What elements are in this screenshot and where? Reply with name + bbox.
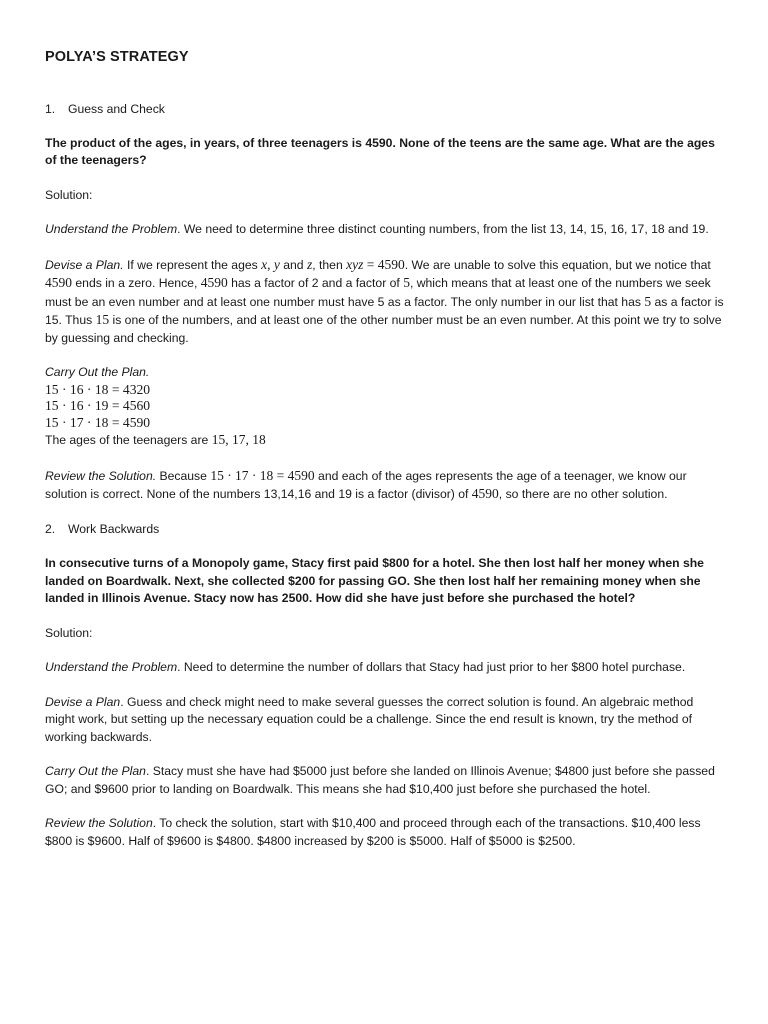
section-2-review bbox=[45, 815, 725, 850]
devise-text-4: . We are unable to solve this equation, but we notice that bbox=[404, 257, 711, 272]
review-text: . To check the solution, start with $10,400 and proceed through each of the transactions. $10,400 less $800 is $9600. Half of $9600 is $4800. $4800 increased by $200 is $5000. Half of $5000 is $2500. bbox=[45, 816, 701, 848]
understand-label: Understand the Problem bbox=[45, 660, 178, 674]
section-2-devise bbox=[45, 694, 725, 747]
section-2-heading bbox=[45, 521, 725, 539]
carry-label: Carry Out the Plan. bbox=[45, 365, 150, 379]
devise-label: Devise a Plan bbox=[45, 694, 121, 709]
understand-text: . We need to determine three distinct counting numbers, from the list 13, 14, 15, 16, 17, 18 and 19. bbox=[177, 222, 709, 236]
document-content bbox=[45, 47, 725, 850]
section-2-understand bbox=[45, 659, 725, 677]
devise-text-5: ends in a zero. Hence, bbox=[72, 276, 201, 290]
section-2-title: Work Backwards bbox=[68, 521, 160, 536]
carry-result-math: 15, 17, 18 bbox=[211, 432, 266, 447]
devise-text-2: and bbox=[279, 257, 307, 272]
devise-label: Devise a Plan. bbox=[45, 257, 124, 272]
section-1-heading bbox=[45, 101, 725, 119]
section-1-number: 1. bbox=[45, 102, 56, 116]
math-15: 15 bbox=[95, 312, 110, 327]
math-4590-b: 4590 bbox=[200, 275, 228, 290]
math-vars-xy: x, y bbox=[261, 256, 280, 272]
section-1-carry bbox=[45, 364, 725, 450]
carry-text: . Stacy must she have had $5000 just before she landed on Illinois Avenue; $4800 just before she passed GO; and $9600 prior to landing on Boardwalk. This means she had $10,400 just before she purchased the hotel. bbox=[45, 764, 715, 796]
equation-line: 15 · 16 · 18 = 4320 bbox=[45, 381, 151, 397]
review-label: Review the Solution. bbox=[45, 468, 157, 483]
devise-text-9: is one of the numbers, and at least one of the other number must be an even number. At this point we try to solve by guessing and checking. bbox=[45, 313, 722, 345]
devise-text-1: If we represent the ages bbox=[123, 257, 262, 272]
section-1-review bbox=[45, 467, 725, 504]
devise-text-8: as a factor is 15. Thus bbox=[45, 294, 724, 327]
review-text-1: Because bbox=[156, 468, 211, 483]
document-title: POLYA’S STRATEGY bbox=[45, 49, 189, 65]
carry-result bbox=[45, 431, 725, 450]
review-text-2: and each of the ages represents the age of a teenager, we know our solution is correct. None of the numbers 13,14,16 and 19 is a factor (divisor) of bbox=[45, 468, 687, 501]
devise-text-7: , which means that at least one of the numbers we seek must be an even number and at least one number must have 5 as a factor. The only number in our list that has bbox=[45, 276, 711, 309]
section-1-solution-label: Solution: bbox=[45, 187, 93, 202]
math-4590-a: 4590 bbox=[45, 275, 72, 290]
understand-text: . Need to determine the number of dollars that Stacy had just prior to her $800 hotel purchase. bbox=[177, 660, 686, 674]
section-2-carry bbox=[45, 763, 725, 798]
section-1-understand bbox=[45, 221, 725, 239]
section-1-title: Guess and Check bbox=[68, 102, 165, 116]
math-5-b: 5 bbox=[644, 293, 652, 309]
review-math-4590: 4590 bbox=[471, 486, 499, 501]
math-5-a: 5 bbox=[403, 275, 410, 290]
carry-label: Carry Out the Plan bbox=[45, 764, 146, 778]
section-2-number: 2. bbox=[45, 521, 56, 536]
understand-label: Understand the Problem bbox=[45, 222, 178, 236]
carry-result-text: The ages of the teenagers are bbox=[45, 433, 212, 447]
math-var-z: z bbox=[306, 256, 313, 272]
devise-text-3: , then bbox=[312, 257, 347, 272]
devise-text-6: has a factor of 2 and a factor of bbox=[227, 276, 404, 290]
equation-line: 15 · 17 · 18 = 4590 bbox=[45, 414, 151, 430]
section-1-devise bbox=[45, 256, 725, 348]
math-xyz: xyz bbox=[346, 256, 364, 272]
review-text-3: , so there are no other solution. bbox=[498, 487, 668, 501]
equation-line: 15 · 16 · 19 = 4560 bbox=[45, 398, 151, 413]
review-math-eq: 15 · 17 · 18 = 4590 bbox=[210, 467, 315, 483]
section-2-solution-label: Solution: bbox=[45, 625, 93, 640]
devise-text: . Guess and check might need to make several guesses the correct solution is found. An algebraic method might work, but setting up the necessary equation could be a challenge. Since the end result is known, try the method of working backwards. bbox=[45, 694, 694, 744]
math-eq-4590: = 4590 bbox=[363, 256, 405, 272]
section-2-problem: In consecutive turns of a Monopoly game, Stacy first paid $800 for a hotel. She then lost half her money when she landed on Boardwalk. Next, she collected $200 for passing GO. She then lost half her remaining money when she landed in Illinois Avenue. Stacy now has 2500. How did she have just before she purchased the hotel? bbox=[45, 556, 704, 605]
section-1-problem: The product of the ages, in years, of three teenagers is 4590. None of the teens are the same age. What are the ages of the teenagers? bbox=[45, 135, 715, 167]
review-label: Review the Solution bbox=[45, 816, 153, 830]
